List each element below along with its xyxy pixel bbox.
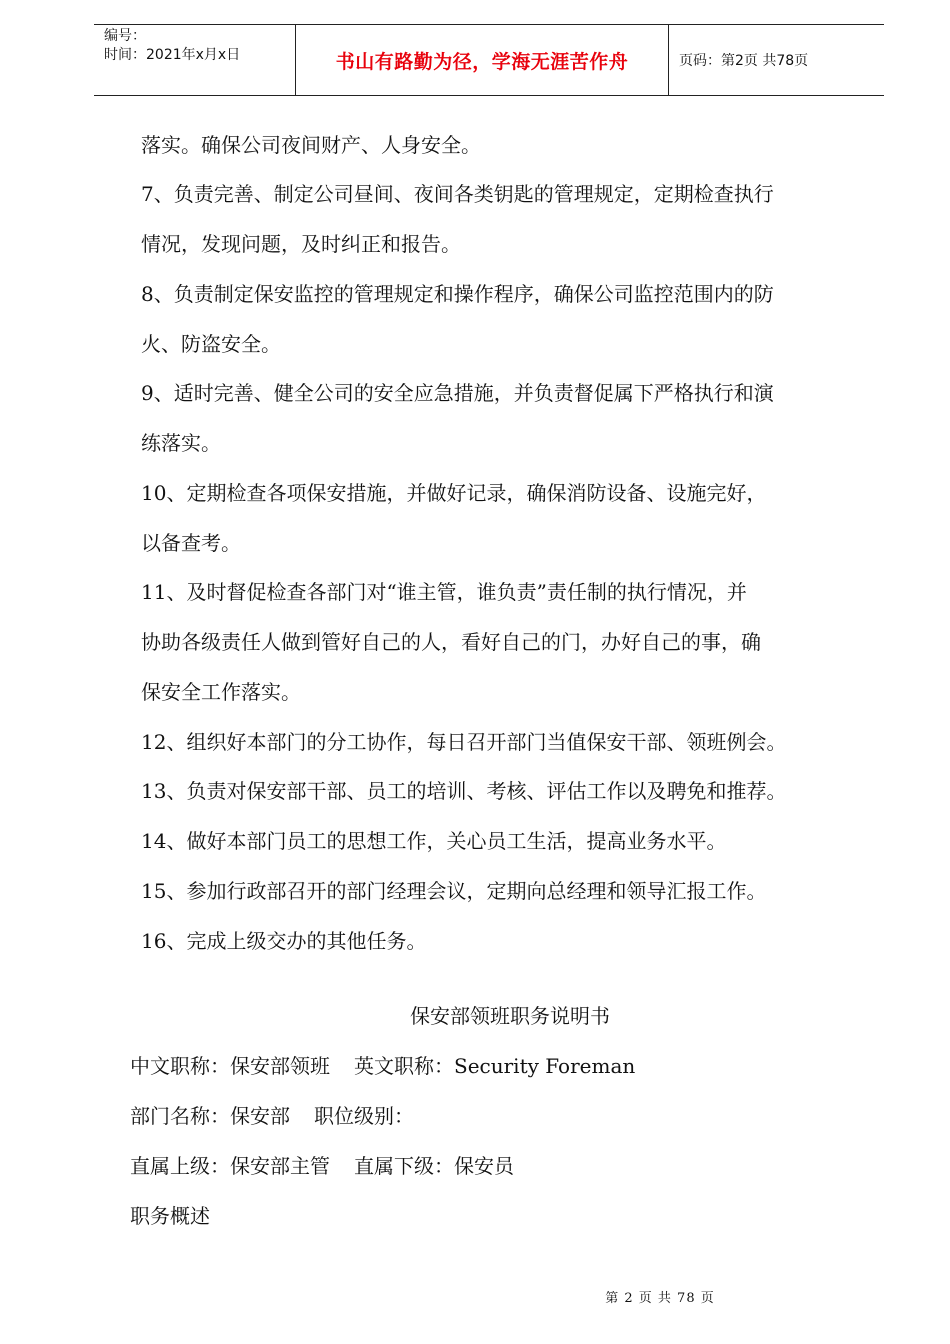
overview-heading: 职务概述 [130, 1204, 210, 1228]
duty-line: 9、适时完善、健全公司的安全应急措施，并负责督促属下严格执行和演 [141, 381, 774, 405]
duty-line: 情况，发现问题，及时纠正和报告。 [141, 232, 461, 256]
section-title: 保安部领班职务说明书 [410, 1004, 610, 1028]
page-label: 页码：第2页 共78页 [679, 53, 809, 69]
direct-subordinate: 直属下级：保安员 [354, 1154, 514, 1178]
header-motto-cell [296, 25, 669, 95]
dept-name: 部门名称：保安部 [130, 1104, 290, 1128]
duty-line: 10、定期检查各项保安措施，并做好记录，确保消防设备、设施完好， [141, 481, 767, 505]
duty-line: 落实。确保公司夜间财产、人身安全。 [141, 133, 481, 157]
page-footer: 第 2 页 共 78 页 [605, 1291, 715, 1306]
duty-line: 12、组织好本部门的分工协作，每日召开部门当值保安干部、领班例会。 [141, 730, 787, 754]
duty-line: 协助各级责任人做到管好自己的人，看好自己的门，办好自己的事，确 [141, 630, 761, 654]
duty-line: 14、做好本部门员工的思想工作，关心员工生活，提高业务水平。 [141, 829, 727, 853]
header-motto: 书山有路勤为径，学海无涯苦作舟 [335, 50, 629, 73]
duty-line: 11、及时督促检查各部门对“谁主管，谁负责”责任制的执行情况，并 [141, 580, 747, 604]
duty-line: 13、负责对保安部干部、员工的培训、考核、评估工作以及聘免和推荐。 [141, 779, 787, 803]
duty-line: 以备查考。 [141, 531, 241, 555]
header-page-cell [669, 25, 884, 95]
time-label: 时间：2021年x月x日 [104, 47, 241, 63]
duty-line: 保安全工作落实。 [141, 680, 301, 704]
number-label: 编号： [104, 28, 146, 44]
header-meta [94, 25, 296, 95]
duty-line: 练落实。 [141, 431, 221, 455]
duty-line: 8、负责制定保安监控的管理规定和操作程序，确保公司监控范围内的防 [141, 282, 774, 306]
duty-line: 火、防盗安全。 [141, 332, 281, 356]
title-field-row [130, 1054, 635, 1078]
duty-line: 7、负责完善、制定公司昼间、夜间各类钥匙的管理规定，定期检查执行 [141, 182, 774, 206]
reporting-field-row [130, 1154, 514, 1178]
position-level: 职位级别： [314, 1104, 414, 1128]
dept-field-row [130, 1104, 414, 1128]
duty-line: 15、参加行政部召开的部门经理会议，定期向总经理和领导汇报工作。 [141, 879, 767, 903]
en-title: 英文职称：Security Foreman [354, 1054, 636, 1078]
page-header [94, 24, 884, 96]
direct-superior: 直属上级：保安部主管 [130, 1154, 330, 1178]
cn-title: 中文职称：保安部领班 [130, 1054, 330, 1078]
duty-line: 16、完成上级交办的其他任务。 [141, 929, 427, 953]
